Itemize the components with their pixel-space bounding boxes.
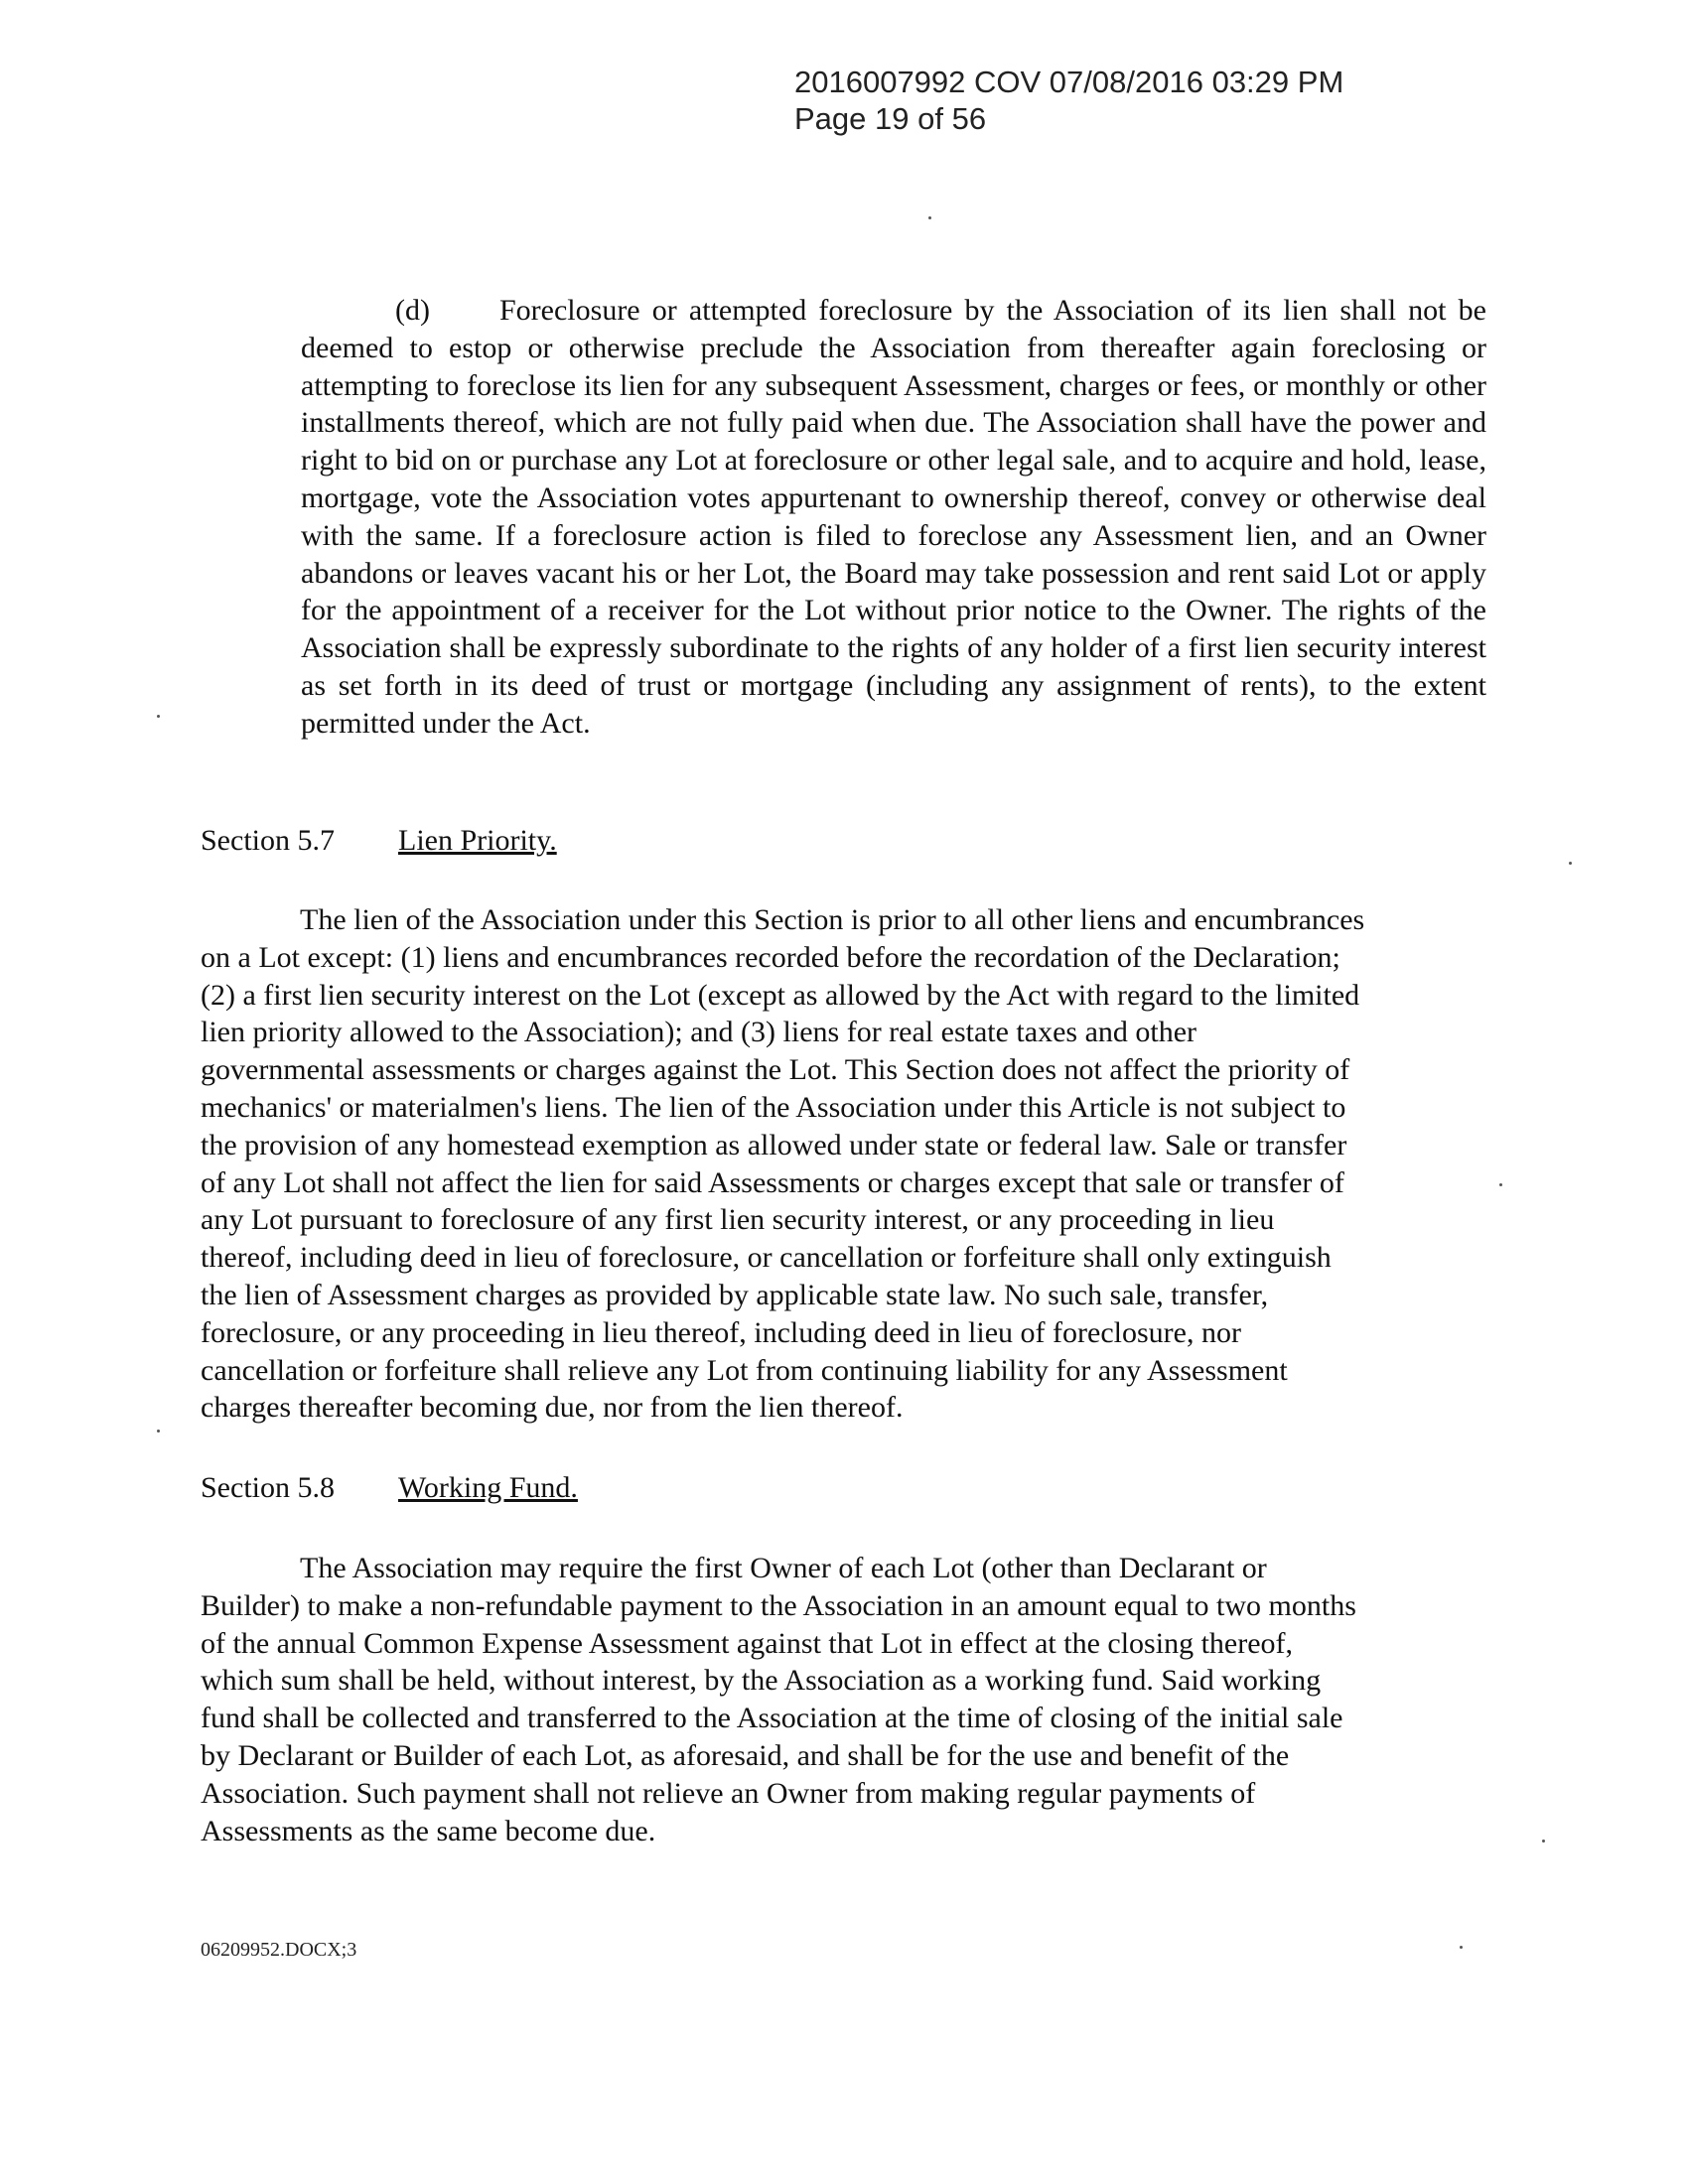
recording-stamp bbox=[794, 64, 1343, 137]
page-count-line: Page 19 of 56 bbox=[794, 101, 987, 136]
scan-speck bbox=[1460, 1946, 1463, 1949]
text-line: The lien of the Association under this Section is prior to all other liens and encumbrances bbox=[300, 903, 1365, 936]
scan-speck bbox=[1542, 1840, 1545, 1843]
text-line: fund shall be collected and transferred to the Association at the time of closing of the initial sale bbox=[201, 1702, 1343, 1735]
section-5-8-heading bbox=[201, 1469, 578, 1507]
scan-speck bbox=[1569, 862, 1572, 865]
section-5-7-number: Section 5.7 bbox=[201, 824, 335, 857]
text-line: The Association may require the first Owner of each Lot (other than Declarant or bbox=[300, 1552, 1267, 1584]
text-line: Builder) to make a non-refundable payment to the Association in an amount equal to two months bbox=[201, 1588, 1356, 1622]
text-line: governmental assessments or charges against the Lot. This Section does not affect the priority of bbox=[201, 1053, 1350, 1087]
text-line: (2) a first lien security interest on the Lot (except as allowed by the Act with regard to the limited bbox=[201, 978, 1360, 1012]
text-line: of the annual Common Expense Assessment against that Lot in effect at the closing thereof, bbox=[201, 1626, 1294, 1660]
section-5-8-number: Section 5.8 bbox=[201, 1471, 335, 1504]
text-line: charges thereafter becoming due, nor from the lien thereof. bbox=[201, 1391, 904, 1425]
scan-speck bbox=[928, 216, 931, 219]
text-line: the lien of Assessment charges as provided by applicable state law. No such sale, transfer, bbox=[201, 1278, 1269, 1311]
text-line: the provision of any homestead exemption as allowed under state or federal law. Sale or transfer bbox=[201, 1128, 1347, 1161]
text-line: cancellation or forfeiture shall relieve any Lot from continuing liability for any Assessment bbox=[201, 1353, 1288, 1387]
section-5-7-heading bbox=[201, 822, 557, 860]
section-5-7-body bbox=[201, 901, 1481, 1427]
paragraph-d-text: Foreclosure or attempted foreclosure by the Association of its lien shall not be deemed to estop or otherwise preclude the Association from thereafter again foreclosing or attempting to foreclose its lien for any subsequent Assessment, charges or fees, or monthly or other installments thereof, which are not fully paid when due. The Association shall have the power and right to bid on or purchase any Lot at foreclosure or other legal sale, and to acquire and hold, lease, mortgage, vote the Association votes appurtenant to ownership thereof, convey or otherwise deal with the same. If a foreclosure action is filed to foreclose any Assessment lien, and an Owner abandons or leaves vacant his or her Lot, the Board may take possession and rent said Lot or apply for the appointment of a receiver for the Lot without prior notice to the Owner. The rights of the Association shall be expressly subordinate to the rights of any holder of a first lien security interest as set forth in its deed of trust or mortgage (including any assignment of rents), to the extent permitted under the Act. bbox=[301, 294, 1486, 740]
scan-speck bbox=[1499, 1183, 1502, 1186]
section-5-8-body bbox=[201, 1550, 1481, 1849]
scan-speck bbox=[157, 1430, 160, 1433]
text-line: of any Lot shall not affect the lien for said Assessments or charges except that sale or transfer of bbox=[201, 1165, 1344, 1199]
text-line: lien priority allowed to the Association); and (3) liens for real estate taxes and other bbox=[201, 1016, 1197, 1049]
scan-speck bbox=[157, 715, 160, 718]
text-line: mechanics' or materialmen's liens. The lien of the Association under this Article is not subject to bbox=[201, 1090, 1346, 1124]
text-line: on a Lot except: (1) liens and encumbrances recorded before the recordation of the Declaration; bbox=[201, 940, 1340, 974]
paragraph-d bbox=[301, 292, 1486, 743]
text-line: Association. Such payment shall not relieve an Owner from making regular payments of bbox=[201, 1776, 1256, 1810]
text-line: any Lot pursuant to foreclosure of any first lien security interest, or any proceeding in lieu bbox=[201, 1203, 1275, 1237]
paragraph-d-label: (d) bbox=[395, 294, 430, 327]
recording-number-line: 2016007992 COV 07/08/2016 03:29 PM bbox=[794, 65, 1344, 99]
text-line: foreclosure, or any proceeding in lieu thereof, including deed in lieu of foreclosure, nor bbox=[201, 1315, 1241, 1349]
section-5-8-title: Working Fund. bbox=[398, 1471, 578, 1504]
document-footer-id: 06209952.DOCX;3 bbox=[201, 1939, 357, 1961]
text-line: Assessments as the same become due. bbox=[201, 1814, 656, 1847]
text-line: by Declarant or Builder of each Lot, as aforesaid, and shall be for the use and benefit of the bbox=[201, 1738, 1290, 1772]
section-5-7-title: Lien Priority. bbox=[398, 824, 557, 857]
text-line: thereof, including deed in lieu of foreclosure, or cancellation or forfeiture shall only extinguish bbox=[201, 1241, 1332, 1275]
text-line: which sum shall be held, without interest, by the Association as a working fund. Said working bbox=[201, 1664, 1322, 1698]
